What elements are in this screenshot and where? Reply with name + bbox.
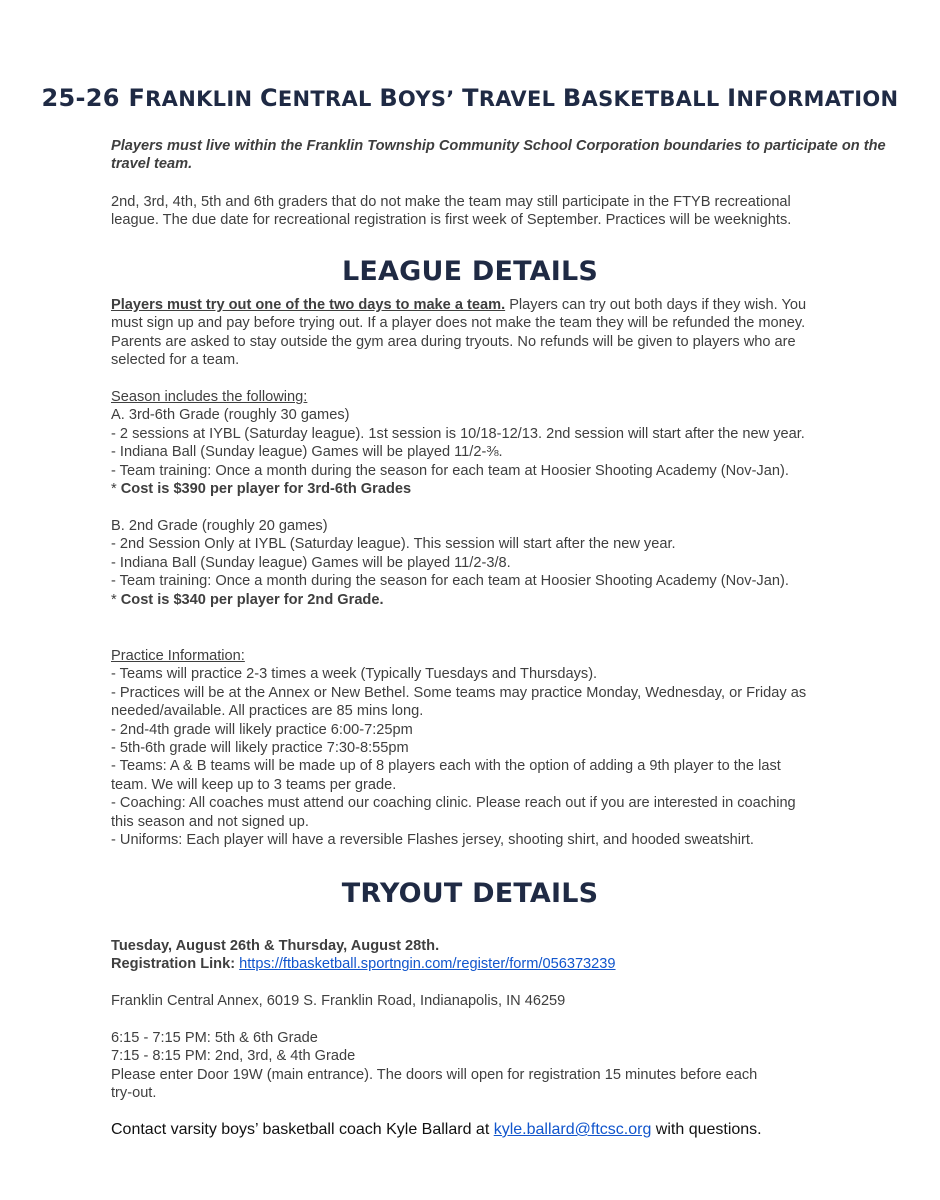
page-title: 25-26 FRANKLIN CENTRAL BOYS’ TRAVEL BASKETBALL INFORMATION — [41, 84, 899, 112]
cost-2nd: Cost is $340 per player for 2nd Grade. — [120, 591, 384, 608]
season-section-a: Season includes the following: A. 3rd-6th Grade (roughly 30 games) - 2 sessions at IYBL (Saturday league). 1st session is 10/18-12/13. 2nd session will start after the new year. - Indiana Ball (Sunday league) Games will be played 11/2-⅜. - Team training: Once a month during the season for each team at Hoosier Shooting Academy (Nov-Jan). * Cost is $390 per player for 3rd-6th Grades — [111, 388, 831, 498]
residency-notice: Players must live within the Franklin Township Community School Corporation boundaries to participate on the travel team. — [111, 138, 886, 173]
registration-label: Registration Link: — [111, 956, 236, 973]
registration-link[interactable]: https://ftbasketball.sportngin.com/register/form/056373239 — [239, 956, 616, 973]
practice-line: - Uniforms: Each player will have a reversible Flashes jersey, shooting shirt, and hooded sweatshirt. — [111, 832, 754, 849]
tryout-rule-emphasis: Players must try out one of the two days to make a team. — [111, 297, 506, 313]
tryout-rules: Players must try out one of the two days to make a team. Players can try out both days if they wish. You must sign up and pay before trying out. If a player does not make the team they will be refunded the money. Parents are asked to stay outside the gym area during tryouts. No refunds will be given to players who are selected for a team. — [111, 297, 807, 369]
tryout-dates-block — [111, 937, 831, 974]
tryout-schedule: 6:15 - 7:15 PM: 5th & 6th Grade 7:15 - 8:15 PM: 2nd, 3rd, & 4th Grade Please enter Door 19W (main entrance). The doors will open for registration 15 minutes before each try-out. — [111, 1030, 758, 1102]
practice-information — [111, 647, 831, 849]
contact-line: Contact varsity boys’ basketball coach Kyle Ballard at kyle.ballard@ftcsc.org with questions. — [111, 1121, 762, 1138]
season-section-b: B. 2nd Grade (roughly 20 games) - 2nd Session Only at IYBL (Saturday league). This session will start after the new year. - Indiana Ball (Sunday league) Games will be played 11/2-3/8. - Team training: Once a month during the season for each team at Hoosier Shooting Academy (Nov-Jan). * Cost is $340 per player for 2nd Grade. — [111, 518, 789, 608]
practice-label: Practice Information: — [111, 648, 245, 664]
contact-email-link[interactable]: kyle.ballard@ftcsc.org — [493, 1121, 652, 1138]
tryout-details-heading: TRYOUT DETAILS — [341, 878, 599, 909]
season-label: Season includes the following: — [111, 389, 308, 405]
practice-line: team. We will keep up to 3 teams per grade. — [111, 776, 397, 793]
practice-line: needed/available. All practices are 85 mins long. — [111, 703, 424, 720]
practice-line: - Teams: A & B teams will be made up of 8 players each with the option of adding a 9th player to the last — [111, 758, 781, 775]
recreational-notice: 2nd, 3rd, 4th, 5th and 6th graders that do not make the team may still participate in the FTYB recreational league. The due date for recreational registration is first week of September. Practices will be weeknights. — [111, 194, 792, 229]
tryout-dates: Tuesday, August 26th & Thursday, August 28th. — [111, 938, 440, 954]
practice-line: - Coaching: All coaches must attend our coaching clinic. Please reach out if you are interested in coaching — [111, 795, 796, 812]
cost-3rd-6th: Cost is $390 per player for 3rd-6th Grades — [120, 481, 412, 498]
practice-line: - Teams will practice 2-3 times a week (Typically Tuesdays and Thursdays). — [111, 666, 598, 683]
practice-line: - 2nd-4th grade will likely practice 6:00-7:25pm — [111, 721, 413, 738]
practice-line: - Practices will be at the Annex or New Bethel. Some teams may practice Monday, Wednesday, or Friday as — [111, 684, 807, 701]
league-details-heading: LEAGUE DETAILS — [341, 256, 599, 287]
tryout-location: Franklin Central Annex, 6019 S. Franklin Road, Indianapolis, IN 46259 — [111, 993, 566, 1009]
practice-line: - 5th-6th grade will likely practice 7:30-8:55pm — [111, 740, 409, 757]
practice-line: this season and not signed up. — [111, 813, 309, 830]
